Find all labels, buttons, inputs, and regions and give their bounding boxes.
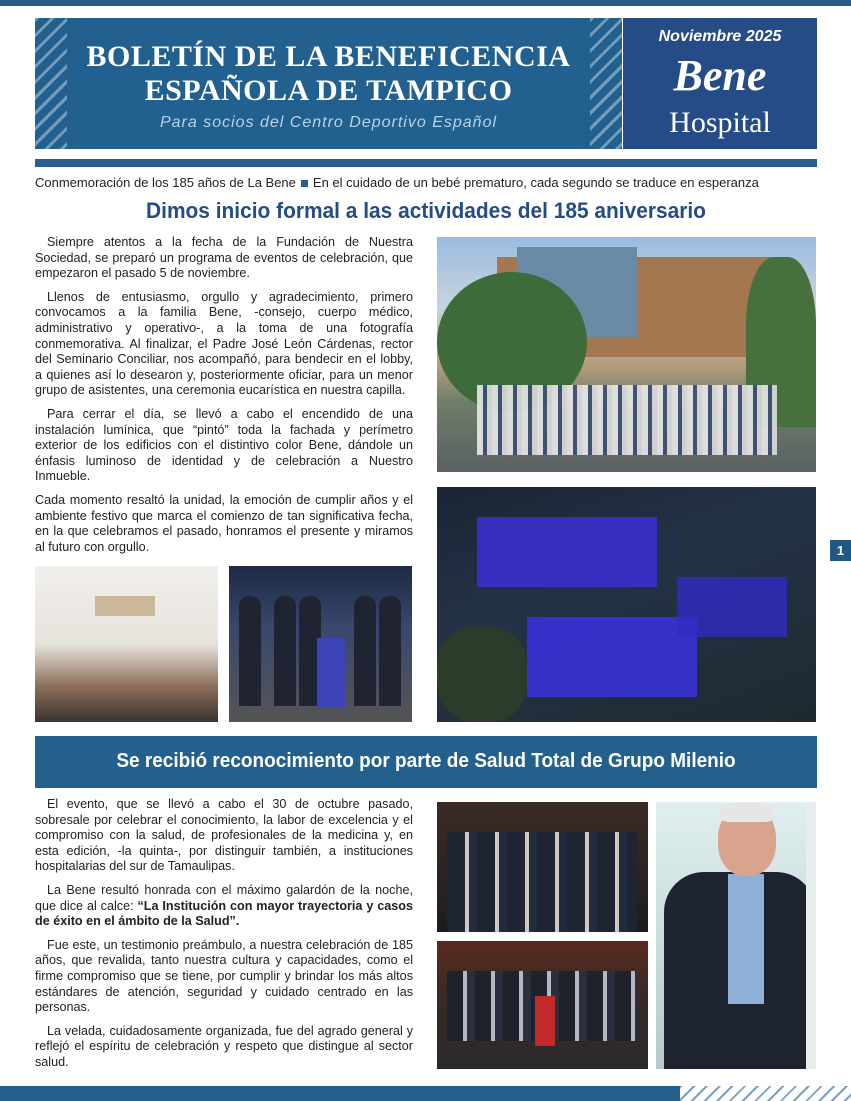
topics-ticker: [35, 175, 817, 190]
newsletter-title-line1: BOLETÍN DE LA BENEFICENCIA: [86, 40, 571, 73]
photo-staff-group-hospital: [437, 237, 816, 472]
issue-date: Noviembre 2025: [658, 28, 782, 45]
article-paragraph: Llenos de entusiasmo, orgullo y agradecimiento, primero convocamos a la familia Bene, -consejo, cuerpo médico, administrativo y operativo-, a la toma de una fotografía conmemorativa. Al finalizar, el Padre José León Cárdenas, rector del Seminario Conciliar, nos acompañó, para bendecir en el lobby, a quienes así lo desearon y, posteriormente oficiar, para un menor grupo de asistentes, una ceremonia eucarística en nuestra capilla.: [35, 289, 413, 398]
article-paragraph: Siempre atentos a la fecha de la Fundación de Nuestra Sociedad, se preparó un programa de eventos de celebración, que empezaron el pasado 5 de noviembre.: [35, 235, 413, 281]
footer-stripes: [680, 1086, 851, 1101]
article-paragraph: Para cerrar el día, se llevó a cabo el encendido de una instalación lumínica, que “pintó” toda la fachada y perímetro exterior de los edificios con el distintivo color Bene, dándole un énfasis luminoso de identidad y de celebración a Nuestro Inmueble.: [35, 406, 413, 484]
section-divider: [35, 159, 817, 167]
article-paragraph: La Bene resultó honrada con el máximo galardón de la noche, que dice al calce: “La Institución con mayor trayectoria y casos de éxito en el ámbito de la Salud”.: [35, 882, 413, 929]
masthead-banner: [35, 18, 622, 149]
page-number: 1: [830, 540, 851, 561]
logo-hospital: Hospital: [669, 106, 771, 139]
section-banner: [35, 736, 817, 788]
article-body: [35, 235, 413, 563]
award-quote: “La Institución con mayor trayectoria y casos de éxito en el ámbito de la Salud”.: [35, 898, 413, 929]
logo-bene: Bene: [673, 51, 767, 100]
article-headline: Se recibió reconocimiento por parte de Salud Total de Grupo Milenio: [116, 750, 736, 772]
photo-award-recipient: [656, 802, 816, 1069]
article-body: [35, 797, 413, 1079]
ticker-item: En el cuidado de un bebé prematuro, cada segundo se traduce en esperanza: [312, 175, 759, 190]
photo-lighting-ceremony: [229, 566, 412, 722]
top-rule: [0, 0, 851, 6]
brand-box: [623, 18, 817, 149]
newsletter-title-line2: ESPAÑOLA DE TAMPICO: [144, 74, 513, 107]
article-paragraph: El evento, que se llevó a cabo el 30 de octubre pasado, sobresale por celebrar el conocimiento, la labor de excelencia y el compromiso con la salud, de profesionales de la medicina y, en esta edición, -la quinta-, por distinguir también, a instituciones hospitalarias del sur de Tamaulipas.: [35, 797, 413, 874]
photo-gala-table: [437, 941, 648, 1069]
lobby-sign: [95, 596, 155, 616]
footer-bar: [0, 1086, 680, 1101]
photo-lobby-blessing: [35, 566, 218, 722]
ticker-item: Conmemoración de los 185 años de La Bene: [35, 175, 296, 190]
photo-gala-group: [437, 802, 648, 932]
article-paragraph: La velada, cuidadosamente organizada, fue del agrado general y reflejó el espíritu de celebración y respeto que distingue al sector salud.: [35, 1023, 413, 1069]
square-bullet-icon: [301, 180, 308, 187]
newsletter-subtitle: Para socios del Centro Deportivo Español: [159, 114, 498, 131]
article-paragraph: Cada momento resaltó la unidad, la emoción de cumplir años y el ambiente festivo que marca el comienzo de tan significativa fecha, en la que celebramos el pasado, honramos el presente y miramos al futuro con orgullo.: [35, 492, 413, 554]
article-headline: Dimos inicio formal a las actividades del 185 aniversario: [146, 198, 706, 223]
article-paragraph: Fue este, un testimonio preámbulo, a nuestra celebración de 185 años, que revalida, tanto nuestra cultura y capacidades, como el firme compromiso que se tiene, por cumplir y brindar los más altos estándares de atención, seguridad y cuidado centrado en las personas.: [35, 937, 413, 1015]
newsletter-title: [35, 40, 622, 108]
photo-illuminated-buildings: [437, 487, 816, 722]
